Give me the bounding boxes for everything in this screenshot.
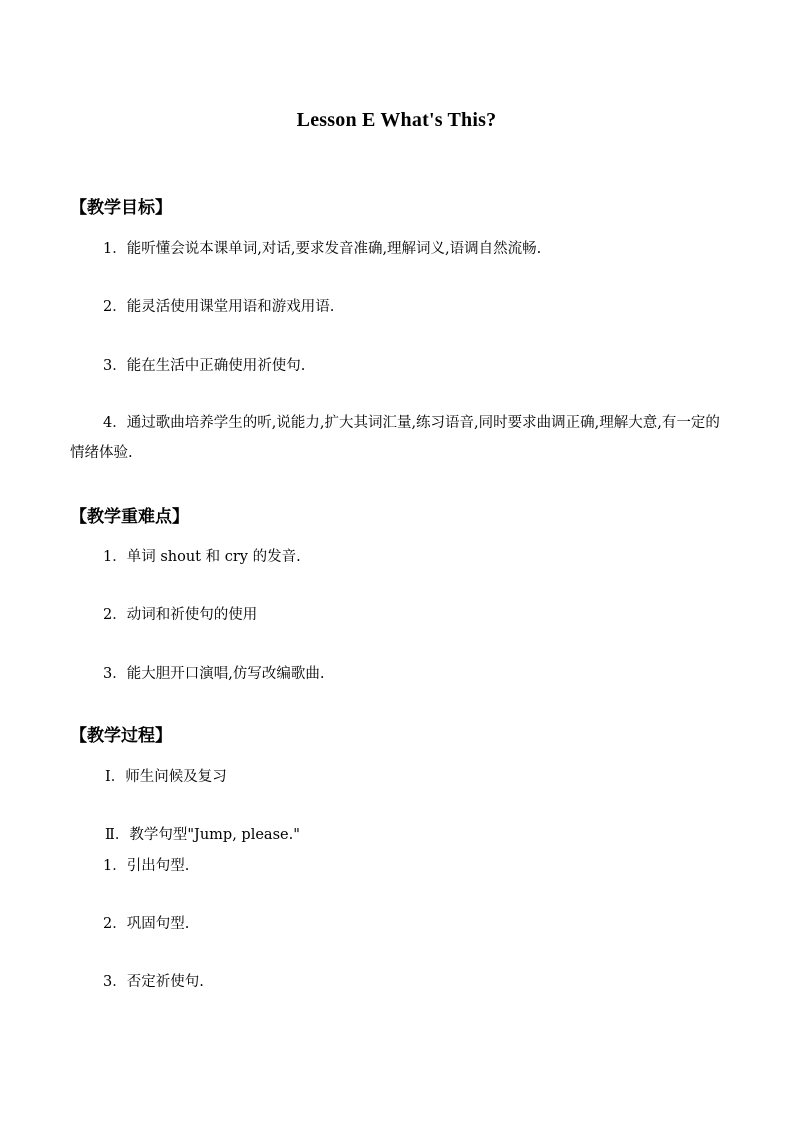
section-heading-process: 【教学过程】 <box>70 726 172 746</box>
document-title: Lesson E What's This? <box>296 109 497 131</box>
objective-item-2: 2．能灵活使用课堂用语和游戏用语. <box>103 299 335 315</box>
key-point-item-3: 3．能大胆开口演唱,仿写改编歌曲. <box>103 666 325 682</box>
section-heading-objectives: 【教学目标】 <box>70 198 172 218</box>
process-substep-1: 1．引出句型. <box>103 858 190 874</box>
process-step-1: Ⅰ．师生问候及复习 <box>105 769 227 785</box>
key-point-item-2: 2．动词和祈使句的使用 <box>103 607 258 623</box>
objective-item-1: 1．能听懂会说本课单词,对话,要求发音准确,理解词义,语调自然流畅. <box>103 241 542 257</box>
section-heading-key-points: 【教学重难点】 <box>70 507 189 527</box>
process-substep-3: 3．否定祈使句. <box>103 974 204 990</box>
key-point-item-1: 1．单词 shout 和 cry 的发音. <box>103 549 301 565</box>
objective-item-4: 4．通过歌曲培养学生的听,说能力,扩大其词汇量,练习语音,同时要求曲调正确,理解大意,有一定的情绪体验. <box>70 415 720 461</box>
process-step-2: Ⅱ．教学句型"Jump, please." <box>105 827 300 843</box>
process-substep-2: 2．巩固句型. <box>103 916 190 932</box>
objective-item-3: 3．能在生活中正确使用祈使句. <box>103 358 306 374</box>
